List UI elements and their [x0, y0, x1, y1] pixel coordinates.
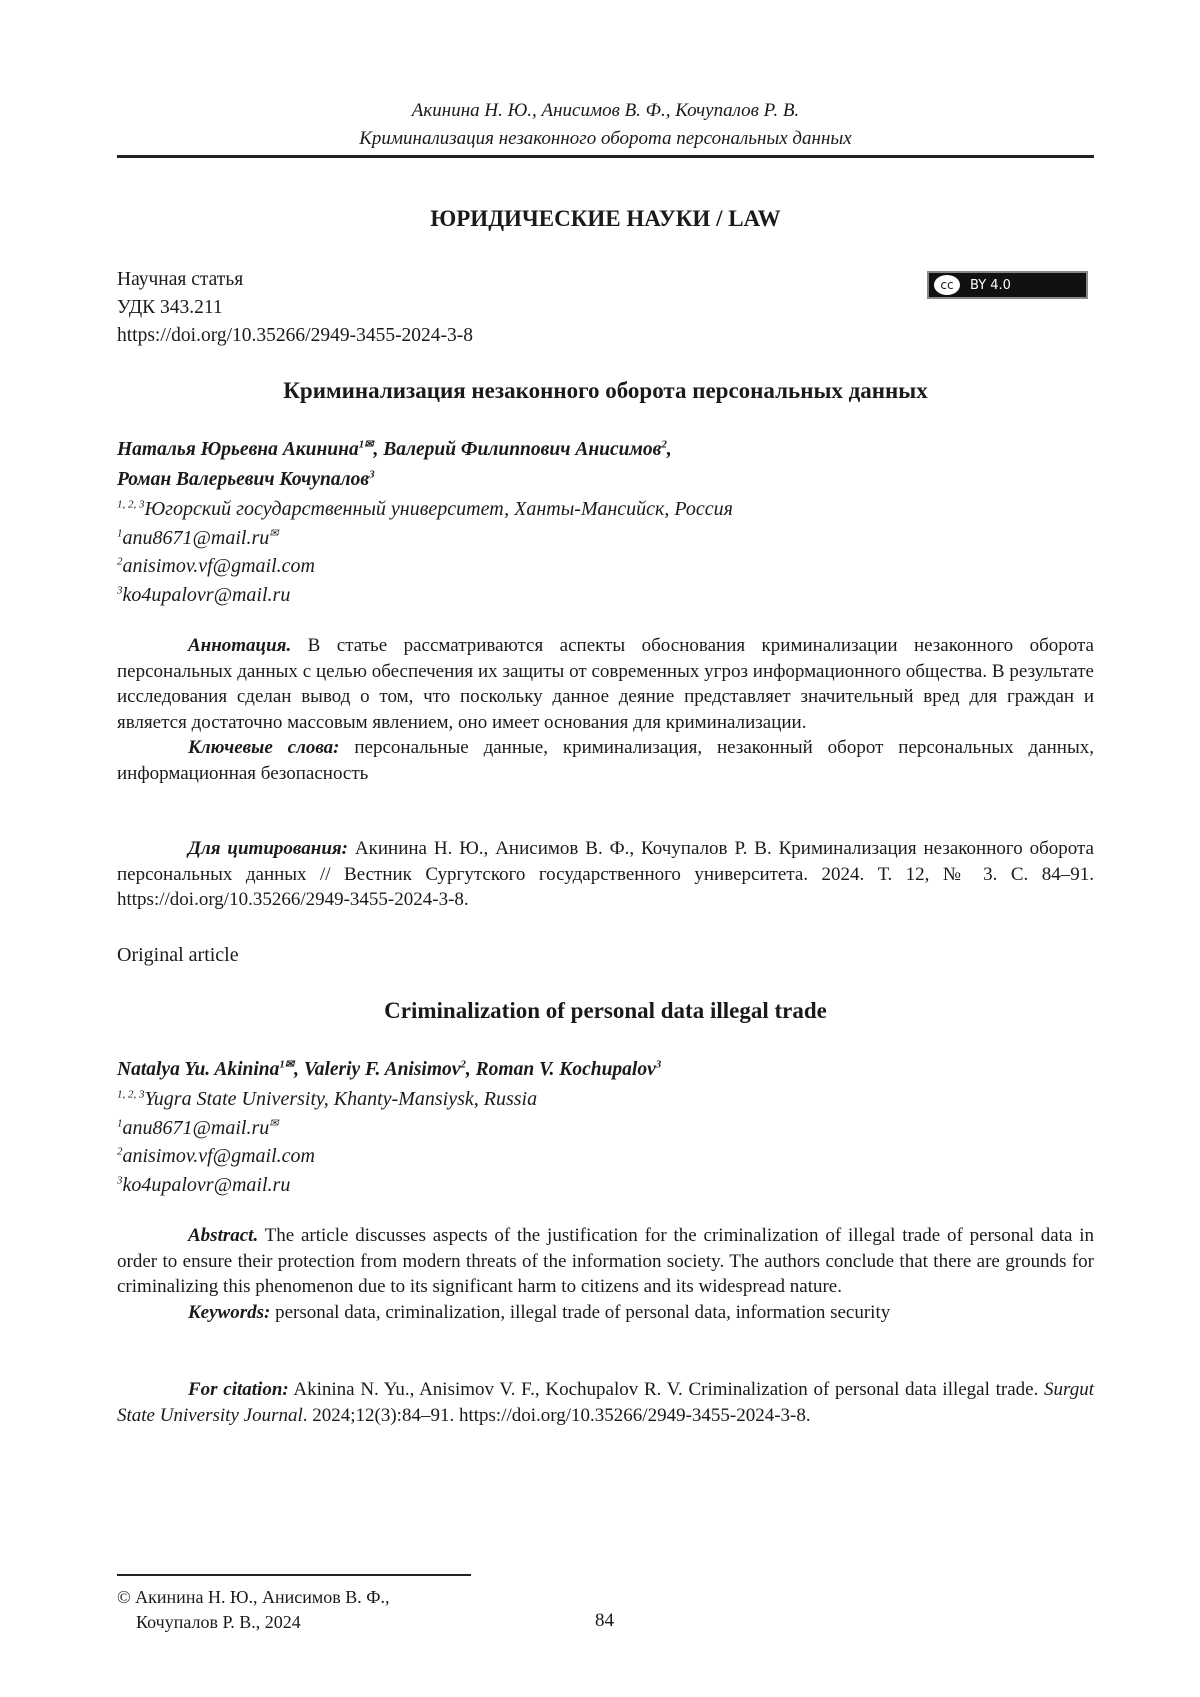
author-sup: 2 [661, 439, 667, 451]
abstract-label: Abstract. [188, 1225, 258, 1246]
author-name: Валерий Филиппович Анисимов [383, 439, 661, 460]
email-sup: 1 [117, 1117, 123, 1129]
mail-icon: ✉ [269, 527, 278, 539]
running-header-title: Криминализация незаконного оборота персональных данных [117, 125, 1094, 153]
article-title-en: Criminalization of personal data illegal trade [117, 998, 1094, 1024]
author-name: Natalya Yu. Akinina [117, 1059, 279, 1080]
abstract-ru [117, 633, 1094, 786]
email-sup: 3 [117, 1174, 123, 1186]
copyright-line: Кочупалов Р. В., 2024 [117, 1610, 389, 1635]
citation-text: Акинина Н. Ю., Анисимов В. Ф., Кочупалов Р. В. Криминализация незаконного оборота персональных данных // Вестник Сургутского государственного университета. 2024. Т. 12, № 3. С. 84–91. https://doi.org/10.35266/2949-3455-2024-3-8. [117, 838, 1094, 910]
mail-icon: ✉ [285, 1059, 294, 1071]
udc: УДК 343.211 [117, 294, 473, 322]
author-name: Роман Валерьевич Кочупалов [117, 469, 369, 490]
abstract-text: The article discusses aspects of the justification for the criminalization of illegal trade of personal data in order to ensure their protection from modern threats of the information society. The authors conclude that there are grounds for criminalizing this phenomenon due to its significant harm to citizens and its widespread nature. [117, 1225, 1094, 1297]
page-number: 84 [595, 1610, 614, 1632]
citation-en [117, 1377, 1094, 1428]
citation-text: . 2024;12(3):84–91. https://doi.org/10.35266/2949-3455-2024-3-8. [303, 1405, 811, 1426]
affiliations-en [117, 1085, 537, 1199]
keywords-text: персональные данные, криминализация, незаконный оборот персональных данных, информационная безопасность [117, 737, 1094, 784]
affiliation: Yugra State University, Khanty-Mansiysk, Russia [145, 1088, 538, 1110]
license-label: BY 4.0 [970, 278, 1011, 293]
author-sup: 2 [460, 1059, 466, 1071]
email-link[interactable]: anisimov.vf@gmail.com [123, 555, 315, 577]
email-sup: 3 [117, 584, 123, 596]
citation-journal: Surgut State University Journal [117, 1379, 1094, 1426]
abstract-label: Аннотация. [188, 635, 291, 656]
article-title-ru: Криминализация незаконного оборота персональных данных [117, 378, 1094, 404]
abstract-text: В статье рассматриваются аспекты обоснования криминализации незаконного оборота персональных данных с целью обеспечения их защиты от современных угроз информационного общества. В результате исследования сделан вывод о том, что поскольку данное деяние представляет значительный вред для граждан и является достаточно массовым явлением, оно имеет основания для криминализации. [117, 635, 1094, 733]
keywords-text: personal data, criminalization, illegal trade of personal data, information security [270, 1302, 890, 1323]
author-sup: 1 [359, 439, 365, 451]
running-header-authors: Акинина Н. Ю., Анисимов В. Ф., Кочупалов Р. В. [117, 97, 1094, 125]
copyright-line: © Акинина Н. Ю., Анисимов В. Ф., [117, 1585, 389, 1610]
email-link[interactable]: anu8671@mail.ru [123, 1117, 270, 1139]
citation-label: For citation: [188, 1379, 289, 1400]
email-sup: 1 [117, 527, 123, 539]
citation-label: Для цитирования: [188, 838, 348, 859]
mail-icon: ✉ [269, 1117, 278, 1129]
article-meta [117, 266, 473, 350]
author-sup: 1 [279, 1059, 285, 1071]
copyright-footnote [117, 1585, 389, 1635]
section-heading: ЮРИДИЧЕСКИЕ НАУКИ / LAW [117, 206, 1094, 232]
affiliation-sup: 1, 2, 3 [117, 498, 145, 510]
article-type-en: Original article [117, 944, 239, 967]
email-link[interactable]: anu8671@mail.ru [123, 527, 270, 549]
affiliation-sup: 1, 2, 3 [117, 1088, 145, 1100]
article-type: Научная статья [117, 266, 473, 294]
email-sup: 2 [117, 1145, 123, 1157]
email-link[interactable]: ko4upalovr@mail.ru [123, 584, 291, 606]
keywords-label: Keywords: [188, 1302, 270, 1323]
affiliations-ru [117, 495, 733, 609]
header-rule [117, 155, 1094, 158]
footnote-rule [117, 1574, 471, 1576]
abstract-en [117, 1223, 1094, 1325]
authors-ru: Наталья Юрьевна Акинина1✉, Валерий Филиппович Анисимов2, Роман Валерьевич Кочупалов3 [117, 435, 1094, 495]
doi-link[interactable]: https://doi.org/10.35266/2949-3455-2024-3-8 [117, 322, 473, 350]
authors-en: Natalya Yu. Akinina1✉, Valeriy F. Anisimov2, Roman V. Kochupalov3 [117, 1055, 1094, 1085]
author-name: Roman V. Kochupalov [476, 1059, 656, 1080]
author-sup: 3 [656, 1059, 662, 1071]
cc-license-badge[interactable] [927, 271, 1088, 299]
mail-icon: ✉ [364, 439, 373, 451]
running-header [117, 97, 1094, 153]
email-link[interactable]: anisimov.vf@gmail.com [123, 1145, 315, 1167]
email-link[interactable]: ko4upalovr@mail.ru [123, 1174, 291, 1196]
citation-text: Akinina N. Yu., Anisimov V. F., Kochupalov R. V. Criminalization of personal data illegal trade. [289, 1379, 1044, 1400]
keywords-label: Ключевые слова: [188, 737, 340, 758]
affiliation: Югорский государственный университет, Ханты-Мансийск, Россия [145, 498, 733, 520]
cc-icon: cc [932, 273, 962, 297]
author-name: Valeriy F. Anisimov [304, 1059, 461, 1080]
author-name: Наталья Юрьевна Акинина [117, 439, 359, 460]
author-sup: 3 [369, 469, 375, 481]
citation-ru [117, 836, 1094, 913]
email-sup: 2 [117, 555, 123, 567]
